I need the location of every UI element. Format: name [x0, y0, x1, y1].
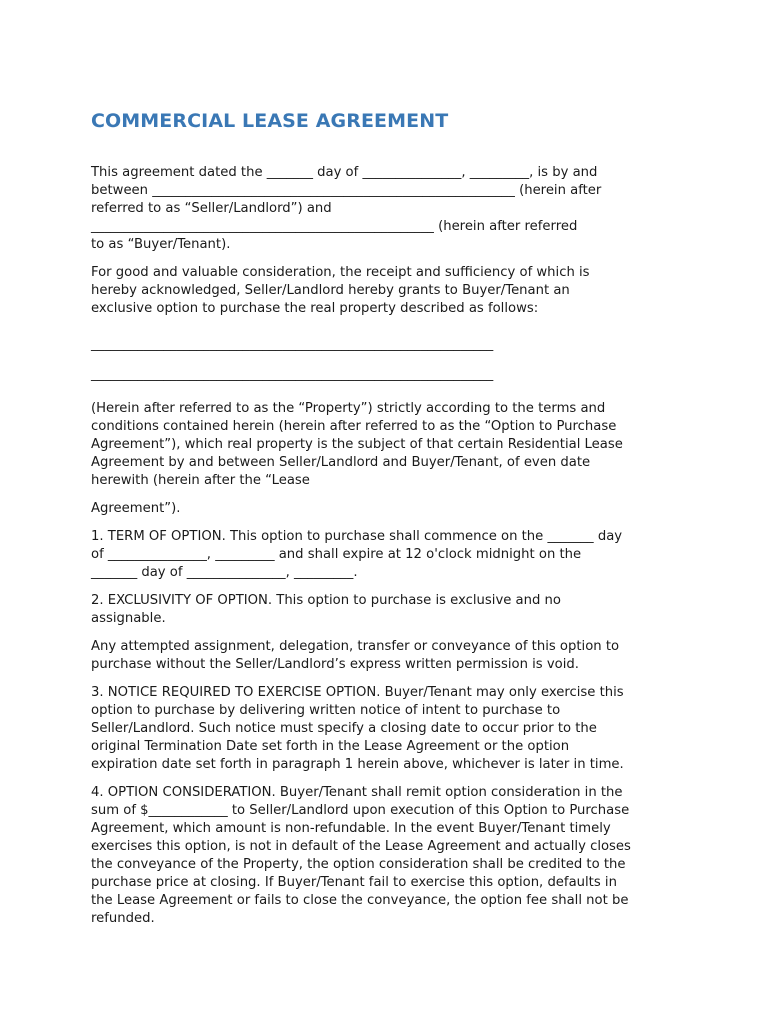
text-line: Seller/Landlord. Such notice must specify a closing date to occur prior to the [91, 721, 597, 736]
text-line: exercises this option, is not in default of the Lease Agreement and actually closes [91, 839, 631, 854]
text-line: 1. TERM OF OPTION. This option to purchase shall commence on the _______ day [91, 529, 623, 544]
herein-paragraph [91, 400, 663, 490]
text-line: refunded. [91, 911, 155, 926]
text-line: _______ day of _______________, _________. [91, 565, 358, 580]
section-option-consideration [91, 784, 663, 928]
intro-paragraph [91, 164, 663, 254]
text-line: expiration date set forth in paragraph 1 herein above, whichever is later in time. [91, 757, 624, 772]
text-line: Agreement by and between Seller/Landlord and Buyer/Tenant, of even date [91, 455, 591, 470]
text-line: Agreement”). [91, 501, 181, 516]
text-line: (Herein after referred to as the “Property”) strictly according to the terms and [91, 401, 606, 416]
text-line: the conveyance of the Property, the option consideration shall be credited to the [91, 857, 626, 872]
section-exclusivity [91, 592, 663, 628]
text-line: referred to as “Seller/Landlord”) and [91, 201, 332, 216]
text-line: hereby acknowledged, Seller/Landlord hereby grants to Buyer/Tenant an [91, 283, 570, 298]
document-page [91, 108, 663, 938]
consideration-paragraph [91, 264, 663, 318]
section-term-of-option [91, 528, 663, 582]
text-line: sum of $____________ to Seller/Landlord upon execution of this Option to Purchase [91, 803, 630, 818]
text-line: herewith (herein after the “Lease [91, 473, 310, 488]
text-line: Any attempted assignment, delegation, transfer or conveyance of this option to [91, 639, 620, 654]
text-line: purchase price at closing. If Buyer/Tenant fail to exercise this option, defaults in [91, 875, 617, 890]
text-line: ____________________________________________________ (herein after referred [91, 219, 578, 234]
text-line: 3. NOTICE REQUIRED TO EXERCISE OPTION. Buyer/Tenant may only exercise this [91, 685, 624, 700]
text-line: option to purchase by delivering written notice of intent to purchase to [91, 703, 561, 718]
text-line: to as “Buyer/Tenant). [91, 237, 231, 252]
herein-paragraph-end [91, 500, 663, 518]
text-line: 4. OPTION CONSIDERATION. Buyer/Tenant shall remit option consideration in the [91, 785, 623, 800]
property-description [91, 336, 663, 384]
text-line: assignable. [91, 611, 166, 626]
assignment-paragraph [91, 638, 663, 674]
property-blank-line-2: _____________________________________________________________ [91, 367, 494, 382]
text-line: Agreement”), which real property is the subject of that certain Residential Lease [91, 437, 623, 452]
text-line: purchase without the Seller/Landlord’s express written permission is void. [91, 657, 579, 672]
text-line: the Lease Agreement or fails to close the conveyance, the option fee shall not be [91, 893, 629, 908]
text-line: exclusive option to purchase the real property described as follows: [91, 301, 539, 316]
document-title: COMMERCIAL LEASE AGREEMENT [91, 110, 449, 132]
text-line: of _______________, _________ and shall expire at 12 o'clock midnight on the [91, 547, 582, 562]
text-line: 2. EXCLUSIVITY OF OPTION. This option to purchase is exclusive and no [91, 593, 561, 608]
property-blank-line-1: _____________________________________________________________ [91, 337, 494, 352]
text-line: original Termination Date set forth in the Lease Agreement or the option [91, 739, 570, 754]
text-line: For good and valuable consideration, the receipt and sufficiency of which is [91, 265, 590, 280]
text-line: This agreement dated the _______ day of _______________, _________, is by and [91, 165, 598, 180]
text-line: conditions contained herein (herein after referred to as the “Option to Purchase [91, 419, 617, 434]
text-line: between _______________________________________________________ (herein after [91, 183, 602, 198]
text-line: Agreement, which amount is non-refundable. In the event Buyer/Tenant timely [91, 821, 611, 836]
section-notice [91, 684, 663, 774]
